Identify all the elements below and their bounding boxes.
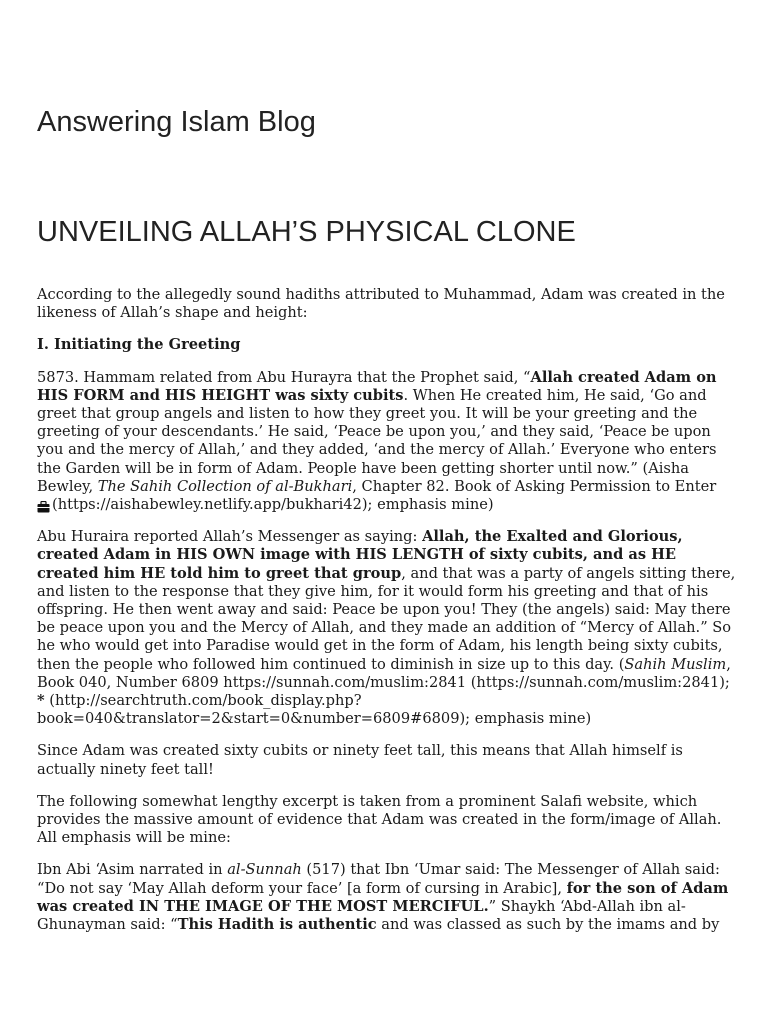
- italic-span: The Sahih Collection of al-Bukhari: [97, 477, 353, 495]
- hadith-paragraph-muslim: [37, 528, 737, 728]
- link-text[interactable]: (https://aishabewley.netlify.app/bukhari42); emphasis mine): [52, 496, 494, 514]
- link-text[interactable]: (http://searchtruth.com/book_display.php?book=040&translator=2&start=0&number=6809#6809); emphasis mine): [37, 692, 592, 728]
- commentary-paragraph: Since Adam was created sixty cubits or ninety feet tall, this means that Allah himself is actually ninety feet tall!: [37, 742, 683, 778]
- blog-title[interactable]: Answering Islam Blog: [37, 106, 316, 138]
- text-span: . When He created him, He said, ‘Go and greet that group angels and listen to how they greet you. It will be your greeting and the greeting of your descendants.’ He said, ‘Peace be upon you,’ and they said, ‘Peace be upon you and the mercy of Allah,’ and they added, ‘and the mercy of Allah.’ Everyone who enters the Garden will be in form of Adam. People have been getting shorter until now.” (Aisha Bewley,: [37, 386, 717, 495]
- hadith-paragraph-bukhari: [37, 369, 737, 515]
- text-span: , and that was a party of angels sitting there, and listen to the response that they give him, for it would form his greeting and that of his offspring. He then went away and said: Peace be upon you! They (the angels) said: May there be peace upon you and the Mercy of Allah, and they made an addition of “Mercy of Allah.” So he who would get into Paradise would get in the form of Adam, his length being sixty cubits, then the people who followed him continued to diminish in size up to this day. (: [37, 564, 736, 673]
- excerpt-intro-paragraph: The following somewhat lengthy excerpt is taken from a prominent Salafi website, which provides the massive amount of evidence that Adam was created in the form/image of Allah. All emphasis will be mine:: [37, 792, 722, 847]
- bold-span: Allah, the Exalted and Glorious, created Adam in HIS OWN image with HIS LENGTH of sixty cubits, and as HE created him HE told him to greet that group: [37, 528, 683, 582]
- section-heading: [37, 336, 737, 354]
- bold-span: Allah created Adam on HIS FORM and HIS HEIGHT was sixty cubits: [37, 368, 717, 404]
- text-span: ” Shaykh ‘Abd-Allah ibn al-Ghunayman said: “: [37, 897, 686, 934]
- text-span: 5873. Hammam related from Abu Hurayra that the Prophet said, “: [37, 368, 531, 386]
- link-text[interactable]: , Book 040, Number 6809 https://sunnah.com/muslim:2841 (https://sunnah.com/muslim:2841);: [37, 655, 731, 691]
- post-content: [37, 286, 737, 948]
- text-span: and was classed as such by the imams and by: [376, 916, 720, 934]
- intro-paragraph: According to the allegedly sound hadiths attributed to Muhammad, Adam was created in the likeness of Allah’s shape and height:: [37, 286, 725, 322]
- section-heading-text: I. Initiating the Greeting: [37, 336, 241, 354]
- text-span: (517) that Ibn ‘Umar said: The Messenger of Allah said: “Do not say ‘May Allah deform your face’ [a form of cursing in Arabic],: [37, 861, 720, 897]
- text-span: Abu Huraira reported Allah’s Messenger as saying:: [37, 528, 423, 546]
- quote-paragraph: [37, 861, 737, 934]
- briefcase-icon: [37, 499, 51, 511]
- text-span: Ibn Abi ‘Asim narrated in: [37, 861, 228, 879]
- post-title: UNVEILING ALLAH’S PHYSICAL CLONE: [37, 216, 576, 248]
- bold-span: *: [37, 692, 45, 710]
- bold-span: for the son of Adam was created IN THE IMAGE OF THE MOST MERCIFUL.: [37, 879, 729, 915]
- bukhari-link-line[interactable]: [37, 496, 494, 513]
- text-span: , Chapter 82. Book of Asking Permission to Enter: [352, 477, 717, 495]
- italic-span: al-Sunnah: [227, 861, 302, 879]
- italic-span: Sahih Muslim: [624, 655, 727, 673]
- bold-span: This Hadith is authentic: [177, 916, 377, 934]
